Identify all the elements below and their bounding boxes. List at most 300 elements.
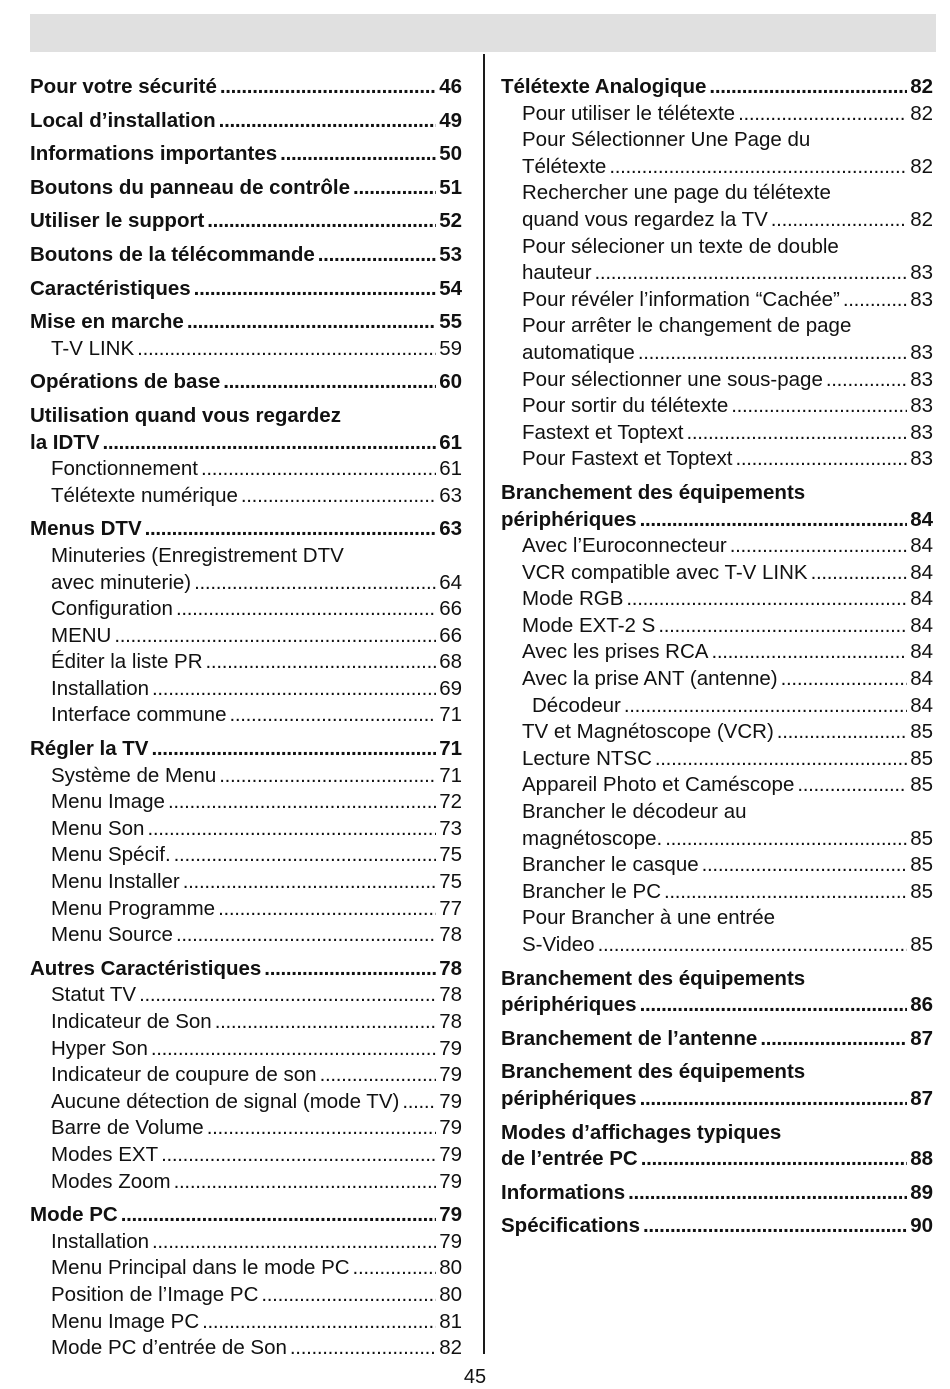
toc-page-number: 72 bbox=[439, 790, 462, 814]
toc-entry-title: MENU bbox=[51, 623, 112, 647]
toc-subsection-entry bbox=[30, 1009, 462, 1036]
toc-page-number: 83 bbox=[910, 420, 933, 444]
dot-leader bbox=[641, 1146, 907, 1173]
toc-subsection-entry bbox=[30, 336, 462, 363]
toc-entry-title: Pour utiliser le télétexte bbox=[522, 101, 736, 125]
toc-section-entry bbox=[501, 1026, 933, 1053]
toc-subsection-entry bbox=[30, 623, 462, 650]
dot-leader bbox=[137, 336, 436, 363]
toc-entry-title: Utiliser le support bbox=[30, 209, 205, 233]
toc-section-entry bbox=[30, 276, 462, 303]
dot-leader bbox=[219, 108, 437, 135]
toc-entry-title: Pour sélectionner une sous-page bbox=[522, 367, 823, 391]
toc-entry-title: Mode PC d’entrée de Son bbox=[51, 1336, 287, 1360]
toc-entry-title-line: Pour Brancher à une entrée bbox=[522, 906, 775, 930]
toc-entry-title: Statut TV bbox=[51, 983, 137, 1007]
toc-page-number: 51 bbox=[439, 175, 462, 199]
toc-entry-title: Fonctionnement bbox=[51, 457, 199, 481]
toc-page-number: 80 bbox=[439, 1282, 462, 1306]
toc-subsection-entry bbox=[30, 869, 462, 896]
toc-subsection-entry bbox=[30, 1309, 462, 1336]
toc-entry-title-line: Pour sélecioner un texte de double bbox=[522, 234, 839, 258]
toc-page-number: 83 bbox=[910, 447, 933, 471]
dot-leader bbox=[624, 693, 907, 720]
toc-entry-title: Avec les prises RCA bbox=[522, 640, 709, 664]
toc-subsection-entry bbox=[30, 1229, 462, 1256]
toc-page-number: 84 bbox=[910, 560, 933, 584]
dot-leader bbox=[218, 896, 436, 923]
toc-entry-title: Informations importantes bbox=[30, 142, 278, 166]
toc-subsection-entry bbox=[30, 982, 462, 1009]
toc-section-entry bbox=[30, 141, 462, 168]
toc-section-entry bbox=[501, 74, 933, 101]
toc-subsection-entry bbox=[501, 533, 933, 560]
toc-page-number: 86 bbox=[910, 993, 933, 1017]
toc-page-number: 64 bbox=[439, 570, 462, 594]
toc-page-number: 78 bbox=[439, 923, 462, 947]
toc-entry-title: Installation bbox=[51, 676, 150, 700]
toc-page-number: 83 bbox=[910, 367, 933, 391]
toc-entry-title: Aucune détection de signal (mode TV) bbox=[51, 1089, 400, 1113]
dot-leader bbox=[183, 869, 436, 896]
toc-subsection-entry bbox=[501, 613, 933, 640]
dot-leader bbox=[207, 208, 436, 235]
toc-page-number: 61 bbox=[439, 430, 462, 454]
toc-page-number: 82 bbox=[910, 75, 933, 98]
toc-subsection-entry bbox=[30, 763, 462, 790]
toc-page-number: 88 bbox=[910, 1147, 933, 1171]
toc-page-number: 78 bbox=[439, 956, 462, 980]
dot-leader bbox=[781, 666, 908, 693]
dot-leader bbox=[686, 420, 907, 447]
toc-page-number: 80 bbox=[439, 1256, 462, 1280]
toc-section-entry bbox=[30, 108, 462, 135]
dot-leader bbox=[353, 175, 436, 202]
toc-section-entry bbox=[501, 480, 933, 533]
toc-entry-title: Télétexte bbox=[522, 154, 607, 178]
toc-entry-title-line: Brancher le décodeur au bbox=[522, 800, 747, 824]
dot-leader bbox=[598, 932, 908, 959]
toc-page-number: 82 bbox=[910, 154, 933, 178]
dot-leader bbox=[760, 1026, 907, 1053]
toc-entry-title-line: Minuteries (Enregistrement DTV bbox=[51, 543, 344, 567]
page-number: 45 bbox=[463, 1366, 487, 1388]
dot-leader bbox=[735, 446, 907, 473]
toc-section-entry bbox=[30, 516, 462, 543]
dot-leader bbox=[658, 613, 907, 640]
toc-entry-title: Menu Image PC bbox=[51, 1309, 200, 1333]
toc-subsection-entry bbox=[30, 483, 462, 510]
toc-subsection-entry bbox=[501, 639, 933, 666]
toc-page-number: 54 bbox=[439, 276, 462, 300]
dot-leader bbox=[114, 623, 436, 650]
toc-entry-title-line: Rechercher une page du télétexte bbox=[522, 181, 831, 205]
toc-section-entry bbox=[501, 966, 933, 1019]
dot-leader bbox=[730, 533, 907, 560]
dot-leader bbox=[595, 260, 908, 287]
toc-entry-title: Système de Menu bbox=[51, 763, 217, 787]
toc-subsection-entry bbox=[30, 456, 462, 483]
toc-entry-title-line: Branchement des équipements bbox=[501, 480, 806, 504]
dot-leader bbox=[738, 101, 907, 128]
dot-leader bbox=[194, 570, 436, 597]
toc-entry-title: Menu Installer bbox=[51, 870, 180, 894]
toc-subsection-entry bbox=[30, 1255, 462, 1282]
toc-entry-title: VCR compatible avec T-V LINK bbox=[522, 560, 808, 584]
toc-page-number: 84 bbox=[910, 613, 933, 637]
toc-page-number: 90 bbox=[910, 1214, 933, 1238]
dot-leader bbox=[709, 74, 907, 101]
toc-page-number: 84 bbox=[910, 667, 933, 691]
toc-page-number: 75 bbox=[439, 843, 462, 867]
toc-section-entry bbox=[30, 74, 462, 101]
toc-page-number: 87 bbox=[910, 1086, 933, 1110]
toc-page-number: 78 bbox=[439, 983, 462, 1007]
dot-leader bbox=[103, 430, 437, 457]
dot-leader bbox=[777, 719, 907, 746]
toc-entry-title: Opérations de base bbox=[30, 370, 221, 394]
toc-page-number: 84 bbox=[910, 587, 933, 611]
toc-entry-title: avec minuterie) bbox=[51, 570, 192, 594]
dot-leader bbox=[220, 74, 436, 101]
toc-entry-title: Hyper Son bbox=[51, 1036, 148, 1060]
toc-page-number: 71 bbox=[439, 763, 462, 787]
dot-leader bbox=[151, 1036, 436, 1063]
dot-leader bbox=[187, 309, 436, 336]
toc-subsection-entry bbox=[30, 702, 462, 729]
toc-entry-title: Boutons de la télécommande bbox=[30, 242, 315, 266]
toc-page-number: 75 bbox=[439, 870, 462, 894]
dot-leader bbox=[320, 1062, 437, 1089]
toc-entry-title: Mise en marche bbox=[30, 310, 184, 334]
toc-subsection-entry bbox=[501, 560, 933, 587]
toc-right-column bbox=[501, 74, 933, 1240]
toc-page-number: 82 bbox=[439, 1336, 462, 1360]
toc-subsection-entry bbox=[501, 799, 933, 852]
dot-leader bbox=[797, 772, 907, 799]
toc-page-number: 83 bbox=[910, 340, 933, 364]
toc-page-number: 63 bbox=[439, 483, 462, 507]
toc-subsection-entry bbox=[501, 127, 933, 180]
toc-section-entry bbox=[30, 369, 462, 396]
toc-page-number: 78 bbox=[439, 1010, 462, 1033]
toc-entry-title: Installation bbox=[51, 1229, 150, 1253]
toc-section-entry bbox=[30, 242, 462, 269]
toc-entry-title: quand vous regardez la TV bbox=[522, 207, 768, 231]
toc-page-number: 84 bbox=[910, 534, 933, 558]
toc-entry-title: Lecture NTSC bbox=[522, 746, 652, 770]
toc-entry-title-line: Pour Sélectionner Une Page du bbox=[522, 128, 811, 152]
dot-leader bbox=[731, 393, 907, 420]
toc-page-number: 71 bbox=[439, 737, 462, 761]
toc-entry-title: périphériques bbox=[501, 993, 637, 1017]
dot-leader bbox=[219, 763, 436, 790]
toc-entry-title: Pour sortir du télétexte bbox=[522, 394, 729, 418]
toc-page-number: 85 bbox=[910, 826, 933, 850]
toc-entry-title: Indicateur de Son bbox=[51, 1010, 212, 1033]
toc-entry-title: Mode RGB bbox=[522, 587, 624, 611]
toc-page-number: 81 bbox=[439, 1309, 462, 1333]
toc-subsection-entry bbox=[30, 1335, 462, 1362]
dot-leader bbox=[826, 367, 907, 394]
toc-subsection-entry bbox=[30, 543, 462, 596]
dot-leader bbox=[655, 746, 907, 773]
toc-entry-title: Télétexte numérique bbox=[51, 483, 238, 507]
dot-leader bbox=[223, 369, 436, 396]
toc-entry-title: Appareil Photo et Caméscope bbox=[522, 773, 795, 797]
toc-entry-title: Pour votre sécurité bbox=[30, 75, 217, 98]
toc-page-number: 89 bbox=[910, 1180, 933, 1204]
dot-leader bbox=[280, 141, 436, 168]
toc-entry-title: Menu Programme bbox=[51, 896, 216, 920]
toc-page-number: 85 bbox=[910, 933, 933, 956]
toc-section-entry bbox=[30, 956, 462, 983]
toc-subsection-entry bbox=[30, 676, 462, 703]
toc-subsection-entry bbox=[30, 1142, 462, 1169]
toc-page-number: 68 bbox=[439, 650, 462, 674]
dot-leader bbox=[152, 736, 437, 763]
toc-entry-title: Position de l’Image PC bbox=[51, 1282, 259, 1306]
dot-leader bbox=[640, 507, 908, 534]
toc-entry-title: Menu Son bbox=[51, 816, 145, 840]
toc-subsection-entry bbox=[501, 180, 933, 233]
toc-page-number: 59 bbox=[439, 336, 462, 360]
toc-page-number: 79 bbox=[439, 1036, 462, 1060]
dot-leader bbox=[215, 1009, 436, 1036]
dot-leader bbox=[152, 676, 436, 703]
toc-page-number: 85 bbox=[910, 773, 933, 797]
toc-page-number: 50 bbox=[439, 142, 462, 166]
toc-subsection-entry bbox=[30, 1282, 462, 1309]
toc-entry-title: Modes Zoom bbox=[51, 1169, 171, 1193]
toc-entry-title: Informations bbox=[501, 1180, 626, 1204]
toc-entry-title-line: Branchement des équipements bbox=[501, 1060, 806, 1084]
toc-subsection-entry bbox=[30, 1089, 462, 1116]
toc-entry-title: Interface commune bbox=[51, 703, 227, 727]
toc-page-number: 82 bbox=[910, 101, 933, 125]
dot-leader bbox=[628, 1180, 907, 1207]
toc-entry-title: Menu Image bbox=[51, 790, 165, 814]
toc-page-number: 79 bbox=[439, 1142, 462, 1166]
toc-page-number: 83 bbox=[910, 261, 933, 285]
toc-subsection-entry bbox=[30, 596, 462, 623]
toc-subsection-entry bbox=[501, 905, 933, 958]
toc-page-number: 79 bbox=[439, 1116, 462, 1140]
toc-entry-title: Pour Fastext et Toptext bbox=[522, 447, 733, 471]
dot-leader bbox=[174, 1169, 437, 1196]
dot-leader bbox=[290, 1335, 436, 1362]
dot-leader bbox=[771, 207, 907, 234]
toc-page-number: 61 bbox=[439, 457, 462, 481]
toc-subsection-entry bbox=[501, 666, 933, 693]
column-divider bbox=[483, 54, 485, 1354]
dot-leader bbox=[229, 702, 436, 729]
dot-leader bbox=[176, 596, 436, 623]
toc-entry-title: Éditer la liste PR bbox=[51, 650, 203, 674]
toc-subsection-entry bbox=[501, 367, 933, 394]
toc-subsection-entry bbox=[501, 313, 933, 366]
toc-entry-title: Mode PC bbox=[30, 1203, 118, 1227]
toc-entry-title: Configuration bbox=[51, 597, 173, 621]
toc-page-number: 71 bbox=[439, 703, 462, 727]
toc-entry-title: Boutons du panneau de contrôle bbox=[30, 175, 351, 199]
dot-leader bbox=[147, 816, 436, 843]
dot-leader bbox=[194, 276, 437, 303]
toc-section-entry bbox=[30, 403, 462, 456]
toc-section-entry bbox=[30, 309, 462, 336]
toc-page-number: 79 bbox=[439, 1063, 462, 1087]
toc-entry-title: magnétoscope. bbox=[522, 826, 663, 850]
toc-page-number: 63 bbox=[439, 517, 462, 541]
dot-leader bbox=[811, 560, 908, 587]
dot-leader bbox=[145, 516, 437, 543]
toc-entry-title: S-Video bbox=[522, 933, 595, 956]
dot-leader bbox=[402, 1089, 436, 1116]
toc-section-entry bbox=[30, 208, 462, 235]
toc-entry-title: Branchement de l’antenne bbox=[501, 1026, 758, 1050]
toc-subsection-entry bbox=[30, 1169, 462, 1196]
dot-leader bbox=[664, 879, 907, 906]
toc-page-number: 79 bbox=[439, 1203, 462, 1227]
toc-entry-title: Menu Spécif. bbox=[51, 843, 171, 867]
toc-page-number: 85 bbox=[910, 853, 933, 877]
toc-left-column bbox=[30, 74, 462, 1362]
toc-page-number: 84 bbox=[910, 507, 933, 531]
dot-leader bbox=[264, 956, 436, 983]
toc-page-number: 66 bbox=[439, 597, 462, 621]
toc-page-number: 46 bbox=[439, 75, 462, 98]
dot-leader bbox=[261, 1282, 436, 1309]
toc-entry-title: Menus DTV bbox=[30, 517, 142, 541]
dot-leader bbox=[353, 1255, 437, 1282]
toc-subsection-entry bbox=[501, 772, 933, 799]
toc-entry-title: TV et Magnétoscope (VCR) bbox=[522, 720, 774, 744]
dot-leader bbox=[176, 922, 436, 949]
toc-section-entry bbox=[30, 736, 462, 763]
toc-page-number: 79 bbox=[439, 1229, 462, 1253]
toc-entry-title: hauteur bbox=[522, 261, 592, 285]
toc-entry-title: Local d’installation bbox=[30, 108, 216, 132]
dot-leader bbox=[206, 649, 437, 676]
toc-page-number: 79 bbox=[439, 1089, 462, 1113]
toc-page-number: 53 bbox=[439, 242, 462, 266]
toc-section-entry bbox=[501, 1213, 933, 1240]
toc-entry-title: Mode EXT-2 S bbox=[522, 613, 656, 637]
toc-subsection-entry bbox=[30, 649, 462, 676]
toc-page-number: 85 bbox=[910, 879, 933, 903]
toc-entry-title: Menu Principal dans le mode PC bbox=[51, 1256, 350, 1280]
toc-subsection-entry bbox=[501, 287, 933, 314]
toc-entry-title: automatique bbox=[522, 340, 635, 364]
toc-page-number: 84 bbox=[910, 693, 933, 717]
dot-leader bbox=[665, 826, 907, 853]
toc-subsection-entry bbox=[501, 879, 933, 906]
toc-page-number: 82 bbox=[910, 207, 933, 231]
toc-subsection-entry bbox=[30, 789, 462, 816]
toc-subsection-entry bbox=[501, 586, 933, 613]
toc-subsection-entry bbox=[30, 1036, 462, 1063]
toc-subsection-entry bbox=[501, 693, 933, 720]
toc-entry-title-line: Pour arrêter le changement de page bbox=[522, 314, 852, 338]
toc-page-number: 52 bbox=[439, 209, 462, 233]
toc-entry-title: Brancher le casque bbox=[522, 853, 699, 877]
dot-leader bbox=[202, 1309, 436, 1336]
toc-section-entry bbox=[501, 1180, 933, 1207]
toc-subsection-entry bbox=[501, 420, 933, 447]
toc-subsection-entry bbox=[30, 816, 462, 843]
toc-subsection-entry bbox=[501, 852, 933, 879]
toc-page-number: 66 bbox=[439, 623, 462, 647]
toc-subsection-entry bbox=[30, 896, 462, 923]
dot-leader bbox=[640, 992, 908, 1019]
dot-leader bbox=[139, 982, 436, 1009]
toc-entry-title-line: Utilisation quand vous regardez bbox=[30, 403, 341, 427]
toc-subsection-entry bbox=[501, 746, 933, 773]
dot-leader bbox=[207, 1115, 436, 1142]
dot-leader bbox=[638, 340, 907, 367]
toc-entry-title: périphériques bbox=[501, 1086, 637, 1110]
toc-page-number: 73 bbox=[439, 816, 462, 840]
dot-leader bbox=[161, 1142, 436, 1169]
toc-entry-title: Régler la TV bbox=[30, 737, 149, 761]
toc-entry-title: Modes EXT bbox=[51, 1142, 159, 1166]
toc-subsection-entry bbox=[501, 446, 933, 473]
toc-page-number: 77 bbox=[439, 896, 462, 920]
header-bar bbox=[30, 14, 936, 52]
toc-entry-title: la IDTV bbox=[30, 430, 100, 454]
toc-subsection-entry bbox=[501, 101, 933, 128]
dot-leader bbox=[168, 789, 436, 816]
dot-leader bbox=[609, 154, 907, 181]
toc-entry-title: Décodeur bbox=[532, 693, 621, 717]
dot-leader bbox=[711, 639, 907, 666]
toc-page-number: 85 bbox=[910, 746, 933, 770]
dot-leader bbox=[702, 852, 908, 879]
toc-subsection-entry bbox=[30, 922, 462, 949]
toc-entry-title: Fastext et Toptext bbox=[522, 420, 684, 444]
dot-leader bbox=[152, 1229, 436, 1256]
toc-section-entry bbox=[501, 1120, 933, 1173]
toc-entry-title-line: Branchement des équipements bbox=[501, 966, 806, 990]
toc-subsection-entry bbox=[501, 719, 933, 746]
toc-entry-title-line: Modes d’affichages typiques bbox=[501, 1120, 782, 1144]
toc-subsection-entry bbox=[501, 234, 933, 287]
toc-entry-title: T-V LINK bbox=[51, 336, 135, 360]
toc-entry-title: Avec l’Euroconnecteur bbox=[522, 534, 727, 558]
toc-page-number: 83 bbox=[910, 287, 933, 311]
toc-section-entry bbox=[501, 1059, 933, 1112]
toc-entry-title: Télétexte Analogique bbox=[501, 75, 707, 98]
toc-page-number: 55 bbox=[439, 310, 462, 334]
toc-section-entry bbox=[30, 175, 462, 202]
toc-page-number: 79 bbox=[439, 1169, 462, 1193]
toc-subsection-entry bbox=[30, 1115, 462, 1142]
toc-entry-title: Spécifications bbox=[501, 1214, 640, 1238]
dot-leader bbox=[318, 242, 436, 269]
toc-subsection-entry bbox=[30, 842, 462, 869]
toc-entry-title: Indicateur de coupure de son bbox=[51, 1063, 317, 1087]
toc-page-number: 87 bbox=[910, 1026, 933, 1050]
dot-leader bbox=[626, 586, 907, 613]
toc-entry-title: Pour révéler l’information “Cachée” bbox=[522, 287, 840, 311]
toc-entry-title: périphériques bbox=[501, 507, 637, 531]
toc-section-entry bbox=[30, 1202, 462, 1229]
toc-page-number: 60 bbox=[439, 370, 462, 394]
dot-leader bbox=[241, 483, 436, 510]
toc-page-number: 84 bbox=[910, 640, 933, 664]
toc-entry-title: Barre de Volume bbox=[51, 1116, 204, 1140]
dot-leader bbox=[121, 1202, 436, 1229]
